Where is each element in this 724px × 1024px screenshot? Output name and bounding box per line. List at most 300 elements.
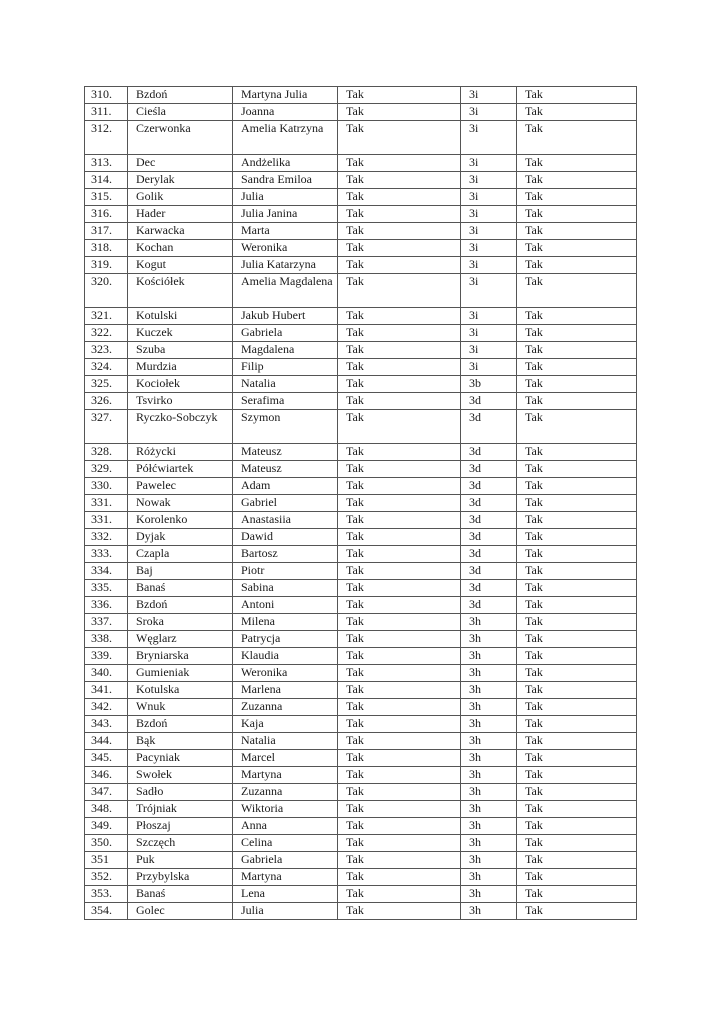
- class-cell: 3h: [461, 733, 517, 750]
- class-cell: 3i: [461, 155, 517, 172]
- table-row: [85, 104, 637, 121]
- table-row: [85, 648, 637, 665]
- first-names-cell: Anastasiia: [233, 512, 338, 529]
- surname-cell: Kotulski: [128, 308, 233, 325]
- confirmation-cell: Tak: [338, 342, 461, 359]
- first-names-cell: Andżelika: [233, 155, 338, 172]
- row-number-cell: 323.: [85, 342, 128, 359]
- class-cell: 3i: [461, 206, 517, 223]
- class-cell: 3h: [461, 852, 517, 869]
- first-names-cell: Lena: [233, 886, 338, 903]
- confirmation-cell: Tak: [338, 750, 461, 767]
- row-number-cell: 315.: [85, 189, 128, 206]
- class-cell: 3d: [461, 563, 517, 580]
- surname-cell: Banaś: [128, 886, 233, 903]
- table-row: [85, 274, 637, 308]
- confirmation-cell: Tak: [338, 716, 461, 733]
- status-cell: Tak: [517, 274, 637, 308]
- status-cell: Tak: [517, 614, 637, 631]
- confirmation-cell: Tak: [338, 784, 461, 801]
- first-names-cell: Patrycja: [233, 631, 338, 648]
- class-cell: 3d: [461, 597, 517, 614]
- row-number-cell: 336.: [85, 597, 128, 614]
- class-cell: 3d: [461, 529, 517, 546]
- table-row: [85, 393, 637, 410]
- row-number-cell: 331.: [85, 495, 128, 512]
- confirmation-cell: Tak: [338, 461, 461, 478]
- class-cell: 3i: [461, 87, 517, 104]
- first-names-cell: Julia: [233, 903, 338, 920]
- row-number-cell: 326.: [85, 393, 128, 410]
- table-body: [85, 87, 637, 920]
- surname-cell: Tsvirko: [128, 393, 233, 410]
- row-number-cell: 350.: [85, 835, 128, 852]
- surname-cell: Półćwiartek: [128, 461, 233, 478]
- confirmation-cell: Tak: [338, 529, 461, 546]
- table-row: [85, 801, 637, 818]
- surname-cell: Węglarz: [128, 631, 233, 648]
- class-cell: 3h: [461, 903, 517, 920]
- table-row: [85, 869, 637, 886]
- confirmation-cell: Tak: [338, 835, 461, 852]
- status-cell: Tak: [517, 750, 637, 767]
- confirmation-cell: Tak: [338, 869, 461, 886]
- table-row: [85, 376, 637, 393]
- row-number-cell: 313.: [85, 155, 128, 172]
- first-names-cell: Amelia Magdalena: [233, 274, 338, 308]
- table-row: [85, 325, 637, 342]
- first-names-cell: Martyna: [233, 767, 338, 784]
- table-row: [85, 444, 637, 461]
- first-names-cell: Celina: [233, 835, 338, 852]
- first-names-cell: Marlena: [233, 682, 338, 699]
- surname-cell: Korolenko: [128, 512, 233, 529]
- first-names-cell: Klaudia: [233, 648, 338, 665]
- confirmation-cell: Tak: [338, 410, 461, 444]
- confirmation-cell: Tak: [338, 359, 461, 376]
- class-cell: 3h: [461, 631, 517, 648]
- table-row: [85, 631, 637, 648]
- first-names-cell: Piotr: [233, 563, 338, 580]
- class-cell: 3h: [461, 716, 517, 733]
- surname-cell: Przybylska: [128, 869, 233, 886]
- surname-cell: Kociołek: [128, 376, 233, 393]
- status-cell: Tak: [517, 886, 637, 903]
- table-row: [85, 410, 637, 444]
- confirmation-cell: Tak: [338, 121, 461, 155]
- first-names-cell: Amelia Katrzyna: [233, 121, 338, 155]
- first-names-cell: Martyna: [233, 869, 338, 886]
- first-names-cell: Natalia: [233, 376, 338, 393]
- table-row: [85, 835, 637, 852]
- table-row: [85, 716, 637, 733]
- status-cell: Tak: [517, 546, 637, 563]
- confirmation-cell: Tak: [338, 189, 461, 206]
- confirmation-cell: Tak: [338, 699, 461, 716]
- first-names-cell: Serafima: [233, 393, 338, 410]
- table-row: [85, 597, 637, 614]
- status-cell: Tak: [517, 376, 637, 393]
- first-names-cell: Mateusz: [233, 444, 338, 461]
- table-row: [85, 665, 637, 682]
- row-number-cell: 348.: [85, 801, 128, 818]
- status-cell: Tak: [517, 563, 637, 580]
- row-number-cell: 334.: [85, 563, 128, 580]
- surname-cell: Bzdoń: [128, 716, 233, 733]
- first-names-cell: Marcel: [233, 750, 338, 767]
- class-cell: 3d: [461, 546, 517, 563]
- surname-cell: Kuczek: [128, 325, 233, 342]
- row-number-cell: 345.: [85, 750, 128, 767]
- status-cell: Tak: [517, 716, 637, 733]
- first-names-cell: Magdalena: [233, 342, 338, 359]
- class-cell: 3i: [461, 325, 517, 342]
- first-names-cell: Jakub Hubert: [233, 308, 338, 325]
- first-names-cell: Bartosz: [233, 546, 338, 563]
- status-cell: Tak: [517, 682, 637, 699]
- row-number-cell: 344.: [85, 733, 128, 750]
- table-row: [85, 852, 637, 869]
- status-cell: Tak: [517, 223, 637, 240]
- surname-cell: Bzdoń: [128, 597, 233, 614]
- confirmation-cell: Tak: [338, 87, 461, 104]
- status-cell: Tak: [517, 512, 637, 529]
- status-cell: Tak: [517, 580, 637, 597]
- table-row: [85, 580, 637, 597]
- surname-cell: Płoszaj: [128, 818, 233, 835]
- row-number-cell: 321.: [85, 308, 128, 325]
- row-number-cell: 331.: [85, 512, 128, 529]
- confirmation-cell: Tak: [338, 257, 461, 274]
- surname-cell: Golec: [128, 903, 233, 920]
- table-row: [85, 121, 637, 155]
- surname-cell: Nowak: [128, 495, 233, 512]
- table-row: [85, 223, 637, 240]
- row-number-cell: 314.: [85, 172, 128, 189]
- row-number-cell: 339.: [85, 648, 128, 665]
- confirmation-cell: Tak: [338, 631, 461, 648]
- class-cell: 3d: [461, 410, 517, 444]
- class-cell: 3d: [461, 461, 517, 478]
- first-names-cell: Mateusz: [233, 461, 338, 478]
- table-row: [85, 563, 637, 580]
- first-names-cell: Julia Katarzyna: [233, 257, 338, 274]
- row-number-cell: 340.: [85, 665, 128, 682]
- class-cell: 3h: [461, 750, 517, 767]
- confirmation-cell: Tak: [338, 580, 461, 597]
- class-cell: 3h: [461, 869, 517, 886]
- status-cell: Tak: [517, 172, 637, 189]
- table-row: [85, 189, 637, 206]
- first-names-cell: Szymon: [233, 410, 338, 444]
- class-cell: 3d: [461, 444, 517, 461]
- class-cell: 3h: [461, 818, 517, 835]
- confirmation-cell: Tak: [338, 665, 461, 682]
- first-names-cell: Gabriel: [233, 495, 338, 512]
- row-number-cell: 327.: [85, 410, 128, 444]
- status-cell: Tak: [517, 87, 637, 104]
- row-number-cell: 328.: [85, 444, 128, 461]
- surname-cell: Kochan: [128, 240, 233, 257]
- class-cell: 3i: [461, 257, 517, 274]
- confirmation-cell: Tak: [338, 597, 461, 614]
- status-cell: Tak: [517, 529, 637, 546]
- class-cell: 3h: [461, 835, 517, 852]
- row-number-cell: 341.: [85, 682, 128, 699]
- class-cell: 3h: [461, 801, 517, 818]
- table-row: [85, 614, 637, 631]
- first-names-cell: Gabriela: [233, 852, 338, 869]
- surname-cell: Hader: [128, 206, 233, 223]
- confirmation-cell: Tak: [338, 444, 461, 461]
- first-names-cell: Wiktoria: [233, 801, 338, 818]
- status-cell: Tak: [517, 818, 637, 835]
- table-row: [85, 240, 637, 257]
- table-row: [85, 308, 637, 325]
- row-number-cell: 353.: [85, 886, 128, 903]
- row-number-cell: 324.: [85, 359, 128, 376]
- table-row: [85, 529, 637, 546]
- first-names-cell: Julia: [233, 189, 338, 206]
- table-row: [85, 767, 637, 784]
- row-number-cell: 337.: [85, 614, 128, 631]
- row-number-cell: 310.: [85, 87, 128, 104]
- first-names-cell: Dawid: [233, 529, 338, 546]
- surname-cell: Trójniak: [128, 801, 233, 818]
- table-row: [85, 818, 637, 835]
- surname-cell: Sroka: [128, 614, 233, 631]
- class-cell: 3h: [461, 614, 517, 631]
- surname-cell: Bzdoń: [128, 87, 233, 104]
- table-row: [85, 155, 637, 172]
- confirmation-cell: Tak: [338, 495, 461, 512]
- table-row: [85, 495, 637, 512]
- row-number-cell: 317.: [85, 223, 128, 240]
- class-cell: 3d: [461, 393, 517, 410]
- surname-cell: Szuba: [128, 342, 233, 359]
- class-cell: 3h: [461, 665, 517, 682]
- confirmation-cell: Tak: [338, 512, 461, 529]
- first-names-cell: Sandra Emiloa: [233, 172, 338, 189]
- status-cell: Tak: [517, 597, 637, 614]
- surname-cell: Swołek: [128, 767, 233, 784]
- status-cell: Tak: [517, 852, 637, 869]
- first-names-cell: Milena: [233, 614, 338, 631]
- row-number-cell: 333.: [85, 546, 128, 563]
- first-names-cell: Weronika: [233, 665, 338, 682]
- status-cell: Tak: [517, 699, 637, 716]
- student-list-table: [84, 86, 637, 920]
- first-names-cell: Marta: [233, 223, 338, 240]
- status-cell: Tak: [517, 308, 637, 325]
- confirmation-cell: Tak: [338, 206, 461, 223]
- row-number-cell: 316.: [85, 206, 128, 223]
- row-number-cell: 311.: [85, 104, 128, 121]
- status-cell: Tak: [517, 104, 637, 121]
- confirmation-cell: Tak: [338, 546, 461, 563]
- row-number-cell: 318.: [85, 240, 128, 257]
- class-cell: 3i: [461, 359, 517, 376]
- first-names-cell: Anna: [233, 818, 338, 835]
- status-cell: Tak: [517, 240, 637, 257]
- surname-cell: Kotulska: [128, 682, 233, 699]
- surname-cell: Ryczko-Sobczyk: [128, 410, 233, 444]
- status-cell: Tak: [517, 189, 637, 206]
- surname-cell: Pacyniak: [128, 750, 233, 767]
- class-cell: 3d: [461, 495, 517, 512]
- row-number-cell: 322.: [85, 325, 128, 342]
- table-row: [85, 257, 637, 274]
- class-cell: 3h: [461, 648, 517, 665]
- confirmation-cell: Tak: [338, 376, 461, 393]
- class-cell: 3d: [461, 580, 517, 597]
- class-cell: 3i: [461, 189, 517, 206]
- surname-cell: Cieśla: [128, 104, 233, 121]
- status-cell: Tak: [517, 665, 637, 682]
- table-row: [85, 206, 637, 223]
- surname-cell: Wnuk: [128, 699, 233, 716]
- status-cell: Tak: [517, 767, 637, 784]
- status-cell: Tak: [517, 869, 637, 886]
- first-names-cell: Filip: [233, 359, 338, 376]
- first-names-cell: Weronika: [233, 240, 338, 257]
- surname-cell: Pawelec: [128, 478, 233, 495]
- class-cell: 3h: [461, 682, 517, 699]
- confirmation-cell: Tak: [338, 563, 461, 580]
- status-cell: Tak: [517, 631, 637, 648]
- first-names-cell: Sabina: [233, 580, 338, 597]
- table-row: [85, 342, 637, 359]
- surname-cell: Murdzia: [128, 359, 233, 376]
- status-cell: Tak: [517, 257, 637, 274]
- class-cell: 3d: [461, 512, 517, 529]
- class-cell: 3b: [461, 376, 517, 393]
- surname-cell: Derylak: [128, 172, 233, 189]
- class-cell: 3i: [461, 308, 517, 325]
- confirmation-cell: Tak: [338, 240, 461, 257]
- row-number-cell: 335.: [85, 580, 128, 597]
- row-number-cell: 349.: [85, 818, 128, 835]
- confirmation-cell: Tak: [338, 767, 461, 784]
- surname-cell: Bąk: [128, 733, 233, 750]
- first-names-cell: Joanna: [233, 104, 338, 121]
- first-names-cell: Antoni: [233, 597, 338, 614]
- confirmation-cell: Tak: [338, 172, 461, 189]
- confirmation-cell: Tak: [338, 155, 461, 172]
- confirmation-cell: Tak: [338, 852, 461, 869]
- confirmation-cell: Tak: [338, 614, 461, 631]
- confirmation-cell: Tak: [338, 308, 461, 325]
- confirmation-cell: Tak: [338, 733, 461, 750]
- row-number-cell: 325.: [85, 376, 128, 393]
- confirmation-cell: Tak: [338, 648, 461, 665]
- surname-cell: Golik: [128, 189, 233, 206]
- row-number-cell: 319.: [85, 257, 128, 274]
- surname-cell: Gumieniak: [128, 665, 233, 682]
- first-names-cell: Gabriela: [233, 325, 338, 342]
- first-names-cell: Martyna Julia: [233, 87, 338, 104]
- row-number-cell: 352.: [85, 869, 128, 886]
- status-cell: Tak: [517, 393, 637, 410]
- status-cell: Tak: [517, 410, 637, 444]
- surname-cell: Kogut: [128, 257, 233, 274]
- class-cell: 3i: [461, 342, 517, 359]
- confirmation-cell: Tak: [338, 104, 461, 121]
- status-cell: Tak: [517, 206, 637, 223]
- status-cell: Tak: [517, 648, 637, 665]
- status-cell: Tak: [517, 121, 637, 155]
- surname-cell: Różycki: [128, 444, 233, 461]
- row-number-cell: 346.: [85, 767, 128, 784]
- status-cell: Tak: [517, 478, 637, 495]
- row-number-cell: 351: [85, 852, 128, 869]
- confirmation-cell: Tak: [338, 818, 461, 835]
- table-row: [85, 733, 637, 750]
- first-names-cell: Julia Janina: [233, 206, 338, 223]
- class-cell: 3i: [461, 274, 517, 308]
- table-row: [85, 546, 637, 563]
- table-row: [85, 699, 637, 716]
- surname-cell: Dec: [128, 155, 233, 172]
- status-cell: Tak: [517, 444, 637, 461]
- class-cell: 3h: [461, 699, 517, 716]
- table-row: [85, 886, 637, 903]
- first-names-cell: Zuzanna: [233, 699, 338, 716]
- confirmation-cell: Tak: [338, 682, 461, 699]
- confirmation-cell: Tak: [338, 903, 461, 920]
- class-cell: 3i: [461, 121, 517, 155]
- class-cell: 3i: [461, 223, 517, 240]
- table-row: [85, 750, 637, 767]
- row-number-cell: 354.: [85, 903, 128, 920]
- class-cell: 3h: [461, 767, 517, 784]
- surname-cell: Puk: [128, 852, 233, 869]
- surname-cell: Czerwonka: [128, 121, 233, 155]
- surname-cell: Baj: [128, 563, 233, 580]
- confirmation-cell: Tak: [338, 274, 461, 308]
- confirmation-cell: Tak: [338, 801, 461, 818]
- row-number-cell: 342.: [85, 699, 128, 716]
- class-cell: 3i: [461, 104, 517, 121]
- first-names-cell: Kaja: [233, 716, 338, 733]
- row-number-cell: 343.: [85, 716, 128, 733]
- surname-cell: Bryniarska: [128, 648, 233, 665]
- status-cell: Tak: [517, 461, 637, 478]
- confirmation-cell: Tak: [338, 886, 461, 903]
- class-cell: 3h: [461, 886, 517, 903]
- class-cell: 3i: [461, 172, 517, 189]
- surname-cell: Czapla: [128, 546, 233, 563]
- row-number-cell: 347.: [85, 784, 128, 801]
- confirmation-cell: Tak: [338, 223, 461, 240]
- table-row: [85, 478, 637, 495]
- status-cell: Tak: [517, 903, 637, 920]
- first-names-cell: Natalia: [233, 733, 338, 750]
- row-number-cell: 320.: [85, 274, 128, 308]
- table-row: [85, 512, 637, 529]
- table-row: [85, 359, 637, 376]
- status-cell: Tak: [517, 835, 637, 852]
- class-cell: 3d: [461, 478, 517, 495]
- surname-cell: Karwacka: [128, 223, 233, 240]
- status-cell: Tak: [517, 784, 637, 801]
- row-number-cell: 329.: [85, 461, 128, 478]
- table-row: [85, 903, 637, 920]
- first-names-cell: Zuzanna: [233, 784, 338, 801]
- row-number-cell: 312.: [85, 121, 128, 155]
- surname-cell: Dyjak: [128, 529, 233, 546]
- confirmation-cell: Tak: [338, 478, 461, 495]
